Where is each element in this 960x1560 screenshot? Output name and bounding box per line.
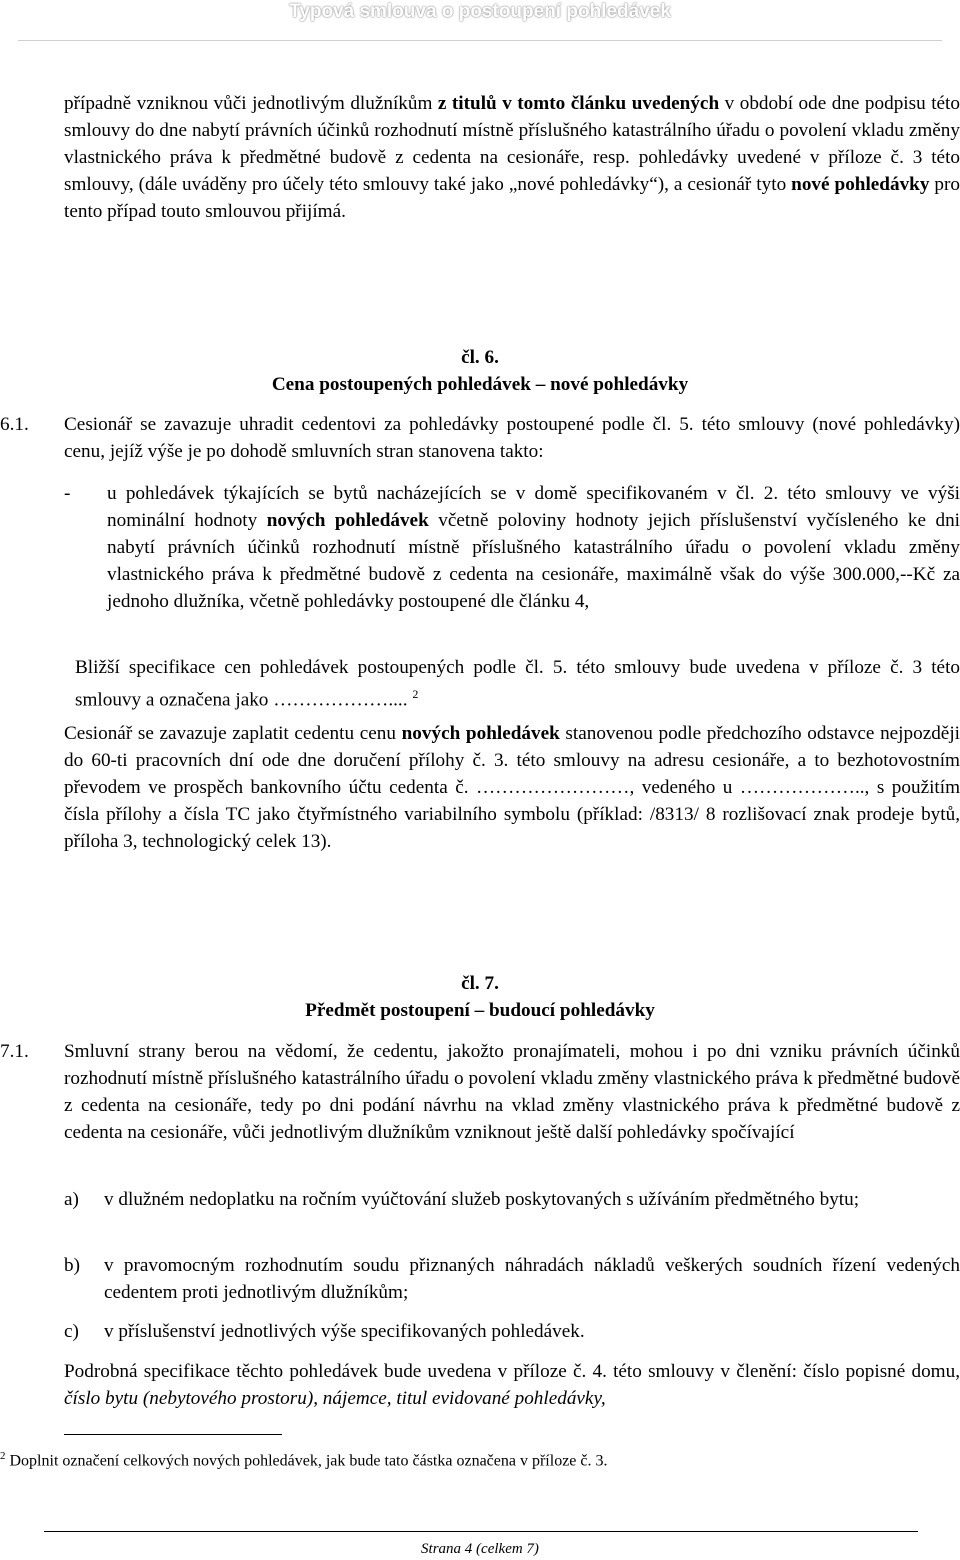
payment-text-1: Cesionář se zavazuje zaplatit cedentu cenu <box>64 723 402 744</box>
payment-text-2: stanovenou podle předchozího odstavce nejpozději do 60-ti pracovních dní ode dne doručení přílohy č. 3. této smlouvy na adresu cesionáře, a to bezhotovostním převodem ve prospěch bankovního účtu cedenta č. ……………………, vedeného u ……………….., s použitím čísla přílohy a čísla TC jako čtyřmístného variabilního symbolu (příklad: /8313/ 8 rozlišovací znak prodeje bytů, příloha 3, technologický celek 13). <box>64 723 960 852</box>
bullet-dash: - <box>64 483 71 504</box>
article-7-title: Předmět postoupení – budoucí pohledávky <box>305 1000 655 1021</box>
list-item-label-c: c) <box>64 1321 79 1342</box>
list-item-c: v příslušenství jednotlivých výše specifikovaných pohledávek. <box>104 1321 585 1342</box>
closing-text: Podrobná specifikace těchto pohledávek bude uvedena v příloze č. 4. této smlouvy v členění: číslo popisné domu, <box>64 1361 960 1382</box>
bullet-bold-1: nových pohledávek <box>266 510 429 531</box>
price-specification-paragraph <box>75 654 960 713</box>
price-specification-text: Bližší specifikace cen pohledávek postoupených podle čl. 5. této smlouvy bude uvedena v příloze č. 3 této smlouvy a označena jako ……………….... <box>75 657 960 711</box>
footnote-reference: 2 <box>412 687 419 701</box>
intro-text-3: pro tento případ touto smlouvou přijímá. <box>64 174 960 222</box>
article-7-number: čl. 7. <box>461 973 499 994</box>
list-item-b: v pravomocným rozhodnutím soudu přiznaných náhradách nákladů veškerých soudních řízení vedených cedentem proti jednotlivým dlužníkům; <box>104 1255 960 1303</box>
article-6-1-label: 6.1. <box>0 414 29 435</box>
footnote-mark: 2 <box>0 1450 6 1462</box>
intro-text-2: v období ode dne podpisu této smlouvy do dne nabytí právních účinků rozhodnutí místně příslušného katastrálního úřadu o povolení vkladu změny vlastnického práva k předmětné budově z cedenta na cesionáře, resp. pohledávky uvedené v příloze č. 3 této smlouvy, (dále uváděny pro účely této smlouvy také jako „nové pohledávky“), a cesionář tyto <box>64 93 960 195</box>
article-6-number: čl. 6. <box>461 347 499 368</box>
footer-divider <box>44 1531 918 1532</box>
payment-paragraph <box>64 720 960 855</box>
document-header-title: Typová smlouva o postoupení pohledávek <box>289 1 671 22</box>
list-item-a: v dlužném nedoplatku na ročním vyúčtování služeb poskytovaných s užíváním předmětného bytu; <box>104 1189 860 1210</box>
footnote-text: Doplnit označení celkových nových pohledávek, jak bude tato částka označena v příloze č. 3. <box>5 1452 608 1470</box>
article-6-title: Cena postoupených pohledávek – nové pohledávky <box>271 374 689 395</box>
article-7-1-text: Smluvní strany berou na vědomí, že cedentu, jakožto pronajímateli, mohou i po dni vzniku právních účinků rozhodnutí místně příslušného katastrálního úřadu o povolení vkladu změny vlastnického práva k předmětné budově z cedenta na cesionáře, tedy po dni podání návrhu na vklad změny vlastnického práva k předmětné budově z cedenta na cesionáře, vůči jednotlivým dlužníkům vzniknout ještě další pohledávky spočívající <box>64 1041 960 1143</box>
article-6-1-text: Cesionář se zavazuje uhradit cedentovi za pohledávky postoupené podle čl. 5. této smlouvy (nové pohledávky) cenu, jejíž výše je po dohodě smluvních stran stanovena takto: <box>64 414 960 462</box>
bullet-text-1: u pohledávek týkajících se bytů nacházejících se v domě specifikovaném v čl. 2. této smlouvy ve výši nominální hodnoty <box>107 483 960 531</box>
intro-paragraph <box>64 90 960 225</box>
article-7-1-label: 7.1. <box>0 1041 29 1062</box>
intro-bold-2: nové pohledávky <box>791 174 930 195</box>
footnote <box>0 1446 608 1471</box>
footnote-divider <box>64 1434 282 1435</box>
intro-text-1: případně vzniknou vůči jednotlivým dlužníkům <box>64 93 438 114</box>
list-item-label-a: a) <box>64 1189 79 1210</box>
intro-bold-1: z titulů v tomto článku uvedených <box>437 93 720 114</box>
page-number: Strana 4 (celkem 7) <box>421 1541 539 1557</box>
header-divider <box>18 40 942 41</box>
payment-bold-1: nových pohledávek <box>401 723 560 744</box>
bullet-paragraph <box>107 480 960 615</box>
bullet-text-2: včetně poloviny hodnoty jejich příslušenství vyčísleného ke dni nabytí právních účinků rozhodnutí místně příslušného katastrálního úřadu o povolení vkladu změny vlastnického práva k předmětné budově z cedenta na cesionáře, maximálně však do výše 300.000,--Kč za jednoho dlužníka, včetně pohledávky postoupené dle článku 4, <box>107 510 960 612</box>
closing-italic: číslo bytu (nebytového prostoru), nájemce, titul evidované pohledávky, <box>64 1388 606 1409</box>
list-item-label-b: b) <box>64 1255 80 1276</box>
closing-paragraph <box>64 1358 960 1412</box>
